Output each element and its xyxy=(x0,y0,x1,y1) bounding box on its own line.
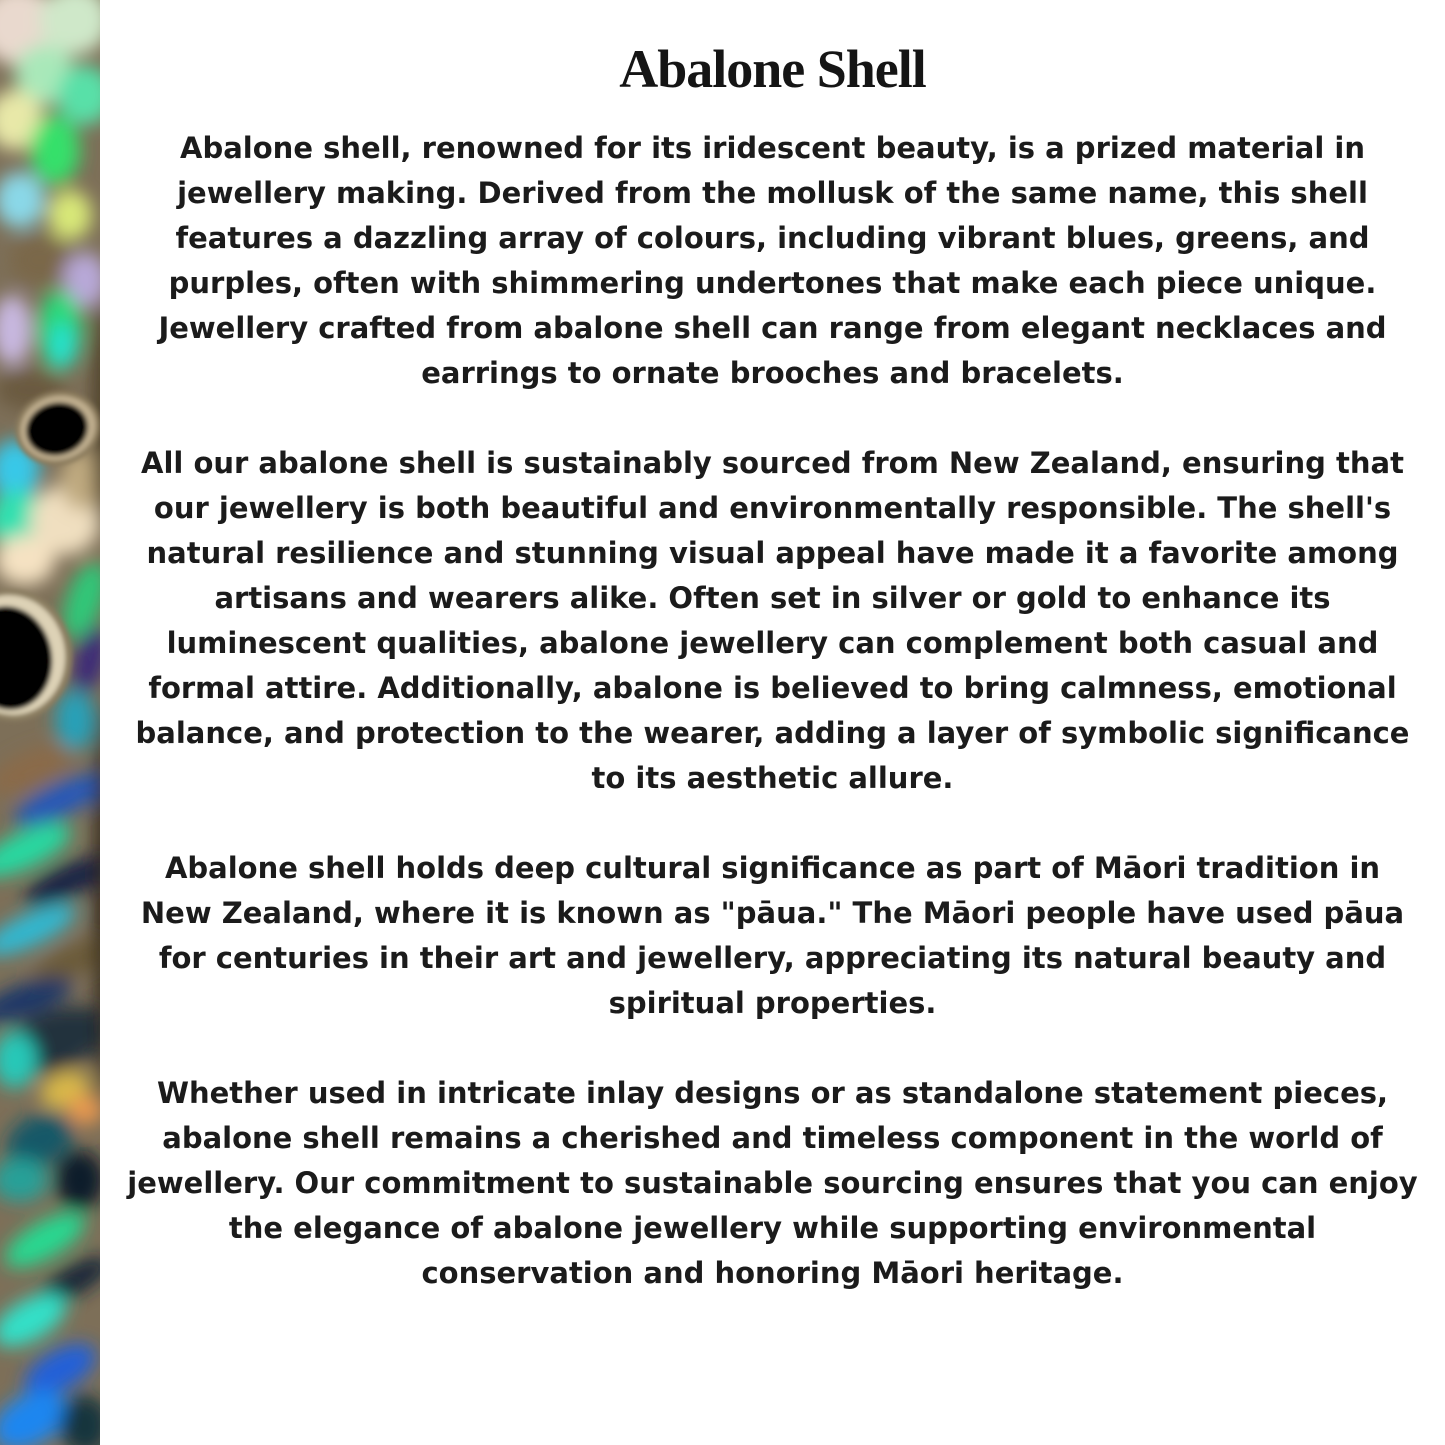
paragraph-maori-tradition: Abalone shell holds deep cultural significance as part of Māori tradition in New Zealand, where it is known as "pāua." The Māori people have used pāua for centuries in their art and jewellery, appreciating its natural beauty and spiritual properties. xyxy=(140,851,1405,1020)
abalone-shell-photo xyxy=(0,0,100,1445)
paragraph-closing: Whether used in intricate inlay designs or as standalone statement pieces, abalone shell remains a cherished and timeless component in the world of jewellery. Our commitment to sustainable sourcing ensures that you can enjoy the elegance of abalone jewellery while supporting environmental conservation and honoring Māori heritage. xyxy=(127,1076,1418,1290)
paragraph-intro: Abalone shell, renowned for its iridescent beauty, is a prized material in jewellery making. Derived from the mollusk of the same name, this shell features a dazzling array of colours, including vibrant blues, greens, and purples, often with shimmering undertones that make each piece unique. Jewellery crafted from abalone shell can range from elegant necklaces and earrings to ornate brooches and bracelets. xyxy=(158,131,1387,390)
page-title: Abalone Shell xyxy=(619,39,926,99)
article-content xyxy=(100,0,1445,1445)
abalone-shell-art xyxy=(0,0,100,1445)
paragraph-sourcing: All our abalone shell is sustainably sourced from New Zealand, ensuring that our jewellery is both beautiful and environmentally responsible. The shell's natural resilience and stunning visual appeal have made it a favorite among artisans and wearers alike. Often set in silver or gold to enhance its luminescent qualities, abalone jewellery can complement both casual and formal attire. Additionally, abalone is believed to bring calmness, emotional balance, and protection to the wearer, adding a layer of symbolic significance to its aesthetic allure. xyxy=(135,446,1410,795)
